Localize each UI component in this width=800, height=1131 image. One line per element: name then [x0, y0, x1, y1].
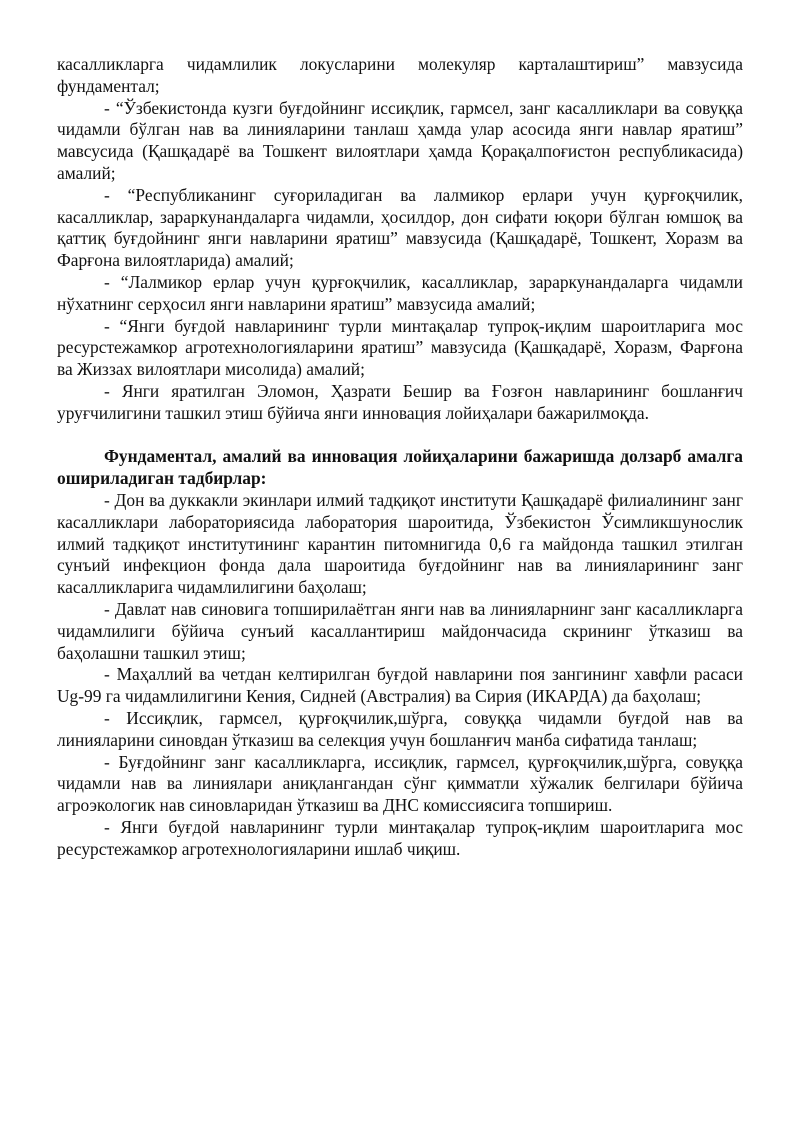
measure-item-4: - Иссиқлик, гармсел, қурғоқчилик,шўрга, совуққа чидамли буғдой нав ва линияларини синовдан ўтказиш ва селекция учун бошланғич манба сифатида танлаш;: [57, 707, 743, 750]
project-item-3: - “Лалмикор ерлар учун қурғоқчилик, касалликлар, зараркунандаларга чидамли нўхатнинг серҳосил янги навларини яратиш” мавзусида амалий;: [57, 271, 743, 314]
measure-item-6: - Янги буғдой навларининг турли минтақалар тупроқ-иқлим шароитларига мос ресурстежамкор агротехнологияларини ишлаб чиқиш.: [57, 816, 743, 859]
project-item-1: - “Ўзбекистонда кузги буғдойнинг иссиқлик, гармсел, занг касалликлари ва совуққа чидамли бўлган нав ва линияларини танлаш ҳамда улар асосида янги навлар яратиш” мавсусида (Қашқадарё ва Тошкент вилоятлари ҳамда Қорақалпоғистон республикасида) амалий;: [57, 97, 743, 183]
continuation-paragraph: касалликларга чидамлилик локусларини молекуляр карталаштириш” мавзусида фундаментал;: [57, 54, 743, 96]
measure-item-5: - Буғдойнинг занг касалликларга, иссиқлик, гармсел, қурғоқчилик,шўрга, совуққа чидамли нав ва линиялари аниқлангандан сўнг қимматли хўжалик белгилари бўйича агроэкологик нав синовларидан ўтказиш ва ДНС комиссиясига топшириш.: [57, 751, 743, 816]
measure-item-2: - Давлат нав синовига топширилаётган янги нав ва линияларнинг занг касалликларга чидамлилиги бўйича сунъий касаллантириш майдончасида скрининг ўтказиш ва баҳолашни ташкил этиш;: [57, 598, 743, 663]
project-item-5: - Янги яратилган Эломон, Ҳазрати Бешир ва Ғозғон навларининг бошланғич уруғчилигини ташкил этиш бўйича янги инновация лойиҳалари бажарилмоқда.: [57, 380, 743, 423]
document-page: [57, 54, 743, 860]
section-heading: Фундаментал, амалий ва инновация лойиҳаларини бажаришда долзарб амалга ошириладиган тадбирлар:: [57, 446, 743, 489]
project-item-4: - “Янги буғдой навларининг турли минтақалар тупроқ-иқлим шароитларига мос ресурстежамкор агротехнологияларини яратиш” мавзусида (Қашқадарё, Хоразм, Фарғона ва Жиззах вилоятлари мисолида) амалий;: [57, 315, 743, 380]
measure-item-1: - Дон ва дуккакли экинлари илмий тадқиқот институти Қашқадарё филиалининг занг касалликлари лабораториясида лаборатория шароитида, Ўзбекистон Ўсимликшунослик илмий тадқиқот институтининг карантин питомнигида 0,6 га майдонда ташкил этилган сунъий инфекцион фонда дала шароитида буғдойнинг нав ва линияларининг занг касалликларига чидамлилигини баҳолаш;: [57, 489, 743, 598]
measure-item-3: - Маҳаллий ва четдан келтирилган буғдой навларини поя зангининг хавфли расаси Ug-99 га чидамлилигини Кения, Сидней (Австралия) ва Сирия (ИКАРДА) да баҳолаш;: [57, 664, 743, 707]
project-item-2: - “Республиканинг суғориладиган ва лалмикор ерлари учун қурғоқчилик, касалликлар, зараркунандаларга чидамли, ҳосилдор, дон сифати юқори бўлган юмшоқ ва қаттиқ буғдойнинг янги навларини яратиш” мавзусида (Қашқадарё, Тошкент, Хоразм ва Фарғона вилоятларида) амалий;: [57, 184, 743, 271]
